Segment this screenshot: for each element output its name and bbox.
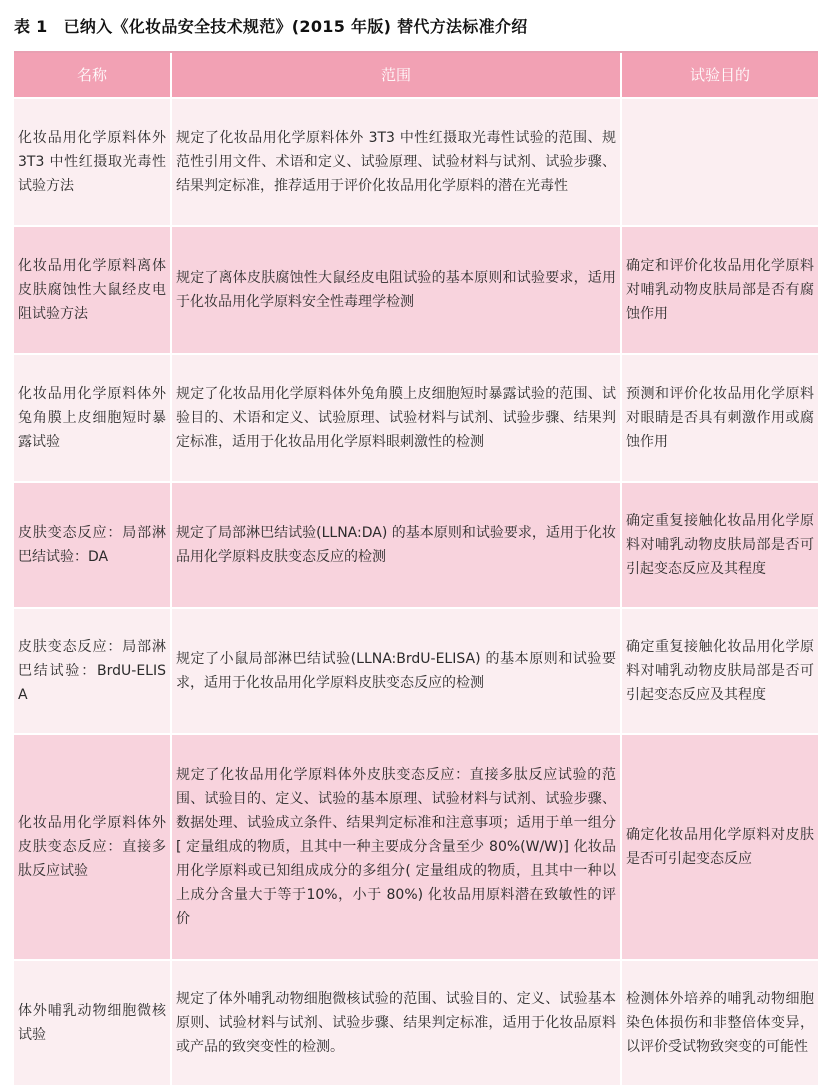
row-scope: 规定了体外哺乳动物细胞微核试验的范围、试验目的、定义、试验基本原则、试验材料与试剂、试验步骤、结果判定标准，适用于化妆品原料或产品的致突变性的检测。 xyxy=(176,991,616,1055)
row-name-cell xyxy=(14,483,172,607)
table-row xyxy=(14,735,818,961)
table-row xyxy=(14,609,818,735)
table-row xyxy=(14,961,818,1087)
row-scope-cell xyxy=(172,609,622,733)
table-row xyxy=(14,483,818,609)
header-purpose: 试验目的 xyxy=(689,66,750,84)
row-purpose-cell xyxy=(622,609,818,733)
row-name-cell xyxy=(14,961,172,1085)
table-title: 已纳入《化妆品安全技术规范》(2015 年版) 替代方法标准介绍 xyxy=(63,16,528,36)
row-purpose-cell xyxy=(622,961,818,1085)
row-scope-cell xyxy=(172,227,622,353)
row-scope: 规定了局部淋巴结试验(LLNA:DA) 的基本原则和试验要求，适用于化妆品用化学原料皮肤变态反应的检测 xyxy=(176,525,616,565)
row-name: 化妆品用化学原料体外兔角膜上皮细胞短时暴露试验 xyxy=(18,386,166,450)
table-caption xyxy=(14,10,818,40)
row-purpose-cell xyxy=(622,483,818,607)
row-purpose: 确定重复接触化妆品用化学原料对哺乳动物皮肤局部是否可引起变态反应及其程度 xyxy=(626,639,814,703)
standards-table xyxy=(14,51,818,1087)
row-name: 体外哺乳动物细胞微核试验 xyxy=(18,1003,166,1043)
row-purpose-cell xyxy=(622,227,818,353)
row-name: 化妆品用化学原料体外皮肤变态反应：直接多肽反应试验 xyxy=(18,815,166,879)
table-header-row xyxy=(14,53,818,99)
header-name: 名称 xyxy=(14,53,172,97)
row-name: 化妆品用化学原料离体皮肤腐蚀性大鼠经皮电阻试验方法 xyxy=(18,258,166,322)
row-scope: 规定了化妆品用化学原料体外 3T3 中性红摄取光毒性试验的范围、规范性引用文件、术语和定义、试验原理、试验材料与试剂、试验步骤、结果判定标准，推荐适用于评价化妆品用化学原料的潜在光毒性 xyxy=(176,130,616,194)
row-name: 化妆品用化学原料体外 3T3 中性红摄取光毒性试验方法 xyxy=(18,130,166,194)
row-scope-cell xyxy=(172,961,622,1085)
row-scope-cell xyxy=(172,735,622,959)
row-scope: 规定了化妆品用化学原料体外兔角膜上皮细胞短时暴露试验的范围、试验目的、术语和定义、试验原理、试验材料与试剂、试验步骤、结果判定标准，适用于化妆品用化学原料眼刺激性的检测 xyxy=(176,386,616,450)
row-scope-cell xyxy=(172,483,622,607)
row-purpose: 预测和评价化妆品用化学原料对眼睛是否具有刺激作用或腐蚀作用 xyxy=(626,386,814,450)
row-scope: 规定了小鼠局部淋巴结试验(LLNA:BrdU-ELISA) 的基本原则和试验要求，适用于化妆品用化学原料皮肤变态反应的检测 xyxy=(176,651,616,691)
row-scope-cell xyxy=(172,99,622,225)
row-purpose-cell xyxy=(622,99,818,225)
row-name-cell xyxy=(14,735,172,959)
row-purpose-cell xyxy=(622,735,818,959)
row-name: 皮肤变态反应：局部淋巴结试验：DA xyxy=(18,525,166,565)
table-number: 表 1 xyxy=(14,16,48,36)
row-scope: 规定了离体皮肤腐蚀性大鼠经皮电阻试验的基本原则和试验要求，适用于化妆品用化学原料安全性毒理学检测 xyxy=(176,270,616,310)
table-row xyxy=(14,227,818,355)
row-scope: 规定了化妆品用化学原料体外皮肤变态反应：直接多肽反应试验的范围、试验目的、定义、试验的基本原理、试验材料与试剂、试验步骤、数据处理、试验成立条件、结果判定标准和注意事项；适用于单一组分 [ 定量组成的物质，且其中一种主要成分含量至少 80%(W/W)] 化妆品用化学原料或已知组成成分的多组分( 定量组成的物质，且其中一种以上成分含量大于等于10%，小于 80%) 化妆品用原料潜在致敏性的评价 xyxy=(176,767,616,927)
row-name: 皮肤变态反应：局部淋巴结试验：BrdU-ELISA xyxy=(18,639,166,703)
row-purpose-cell xyxy=(622,355,818,481)
row-name-cell xyxy=(14,355,172,481)
row-scope-cell xyxy=(172,355,622,481)
row-purpose: 检测体外培养的哺乳动物细胞染色体损伤和非整倍体变异，以评价受试物致突变的可能性 xyxy=(626,991,814,1055)
row-purpose: 确定和评价化妆品用化学原料对哺乳动物皮肤局部是否有腐蚀作用 xyxy=(626,258,814,322)
row-purpose: 确定化妆品用化学原料对皮肤是否可引起变态反应 xyxy=(626,827,814,867)
row-purpose: 确定重复接触化妆品用化学原料对哺乳动物皮肤局部是否可引起变态反应及其程度 xyxy=(626,513,814,577)
table-row xyxy=(14,99,818,227)
header-scope: 范围 xyxy=(172,53,622,97)
row-name-cell xyxy=(14,227,172,353)
row-name-cell xyxy=(14,99,172,225)
row-name-cell xyxy=(14,609,172,733)
table-row xyxy=(14,355,818,483)
